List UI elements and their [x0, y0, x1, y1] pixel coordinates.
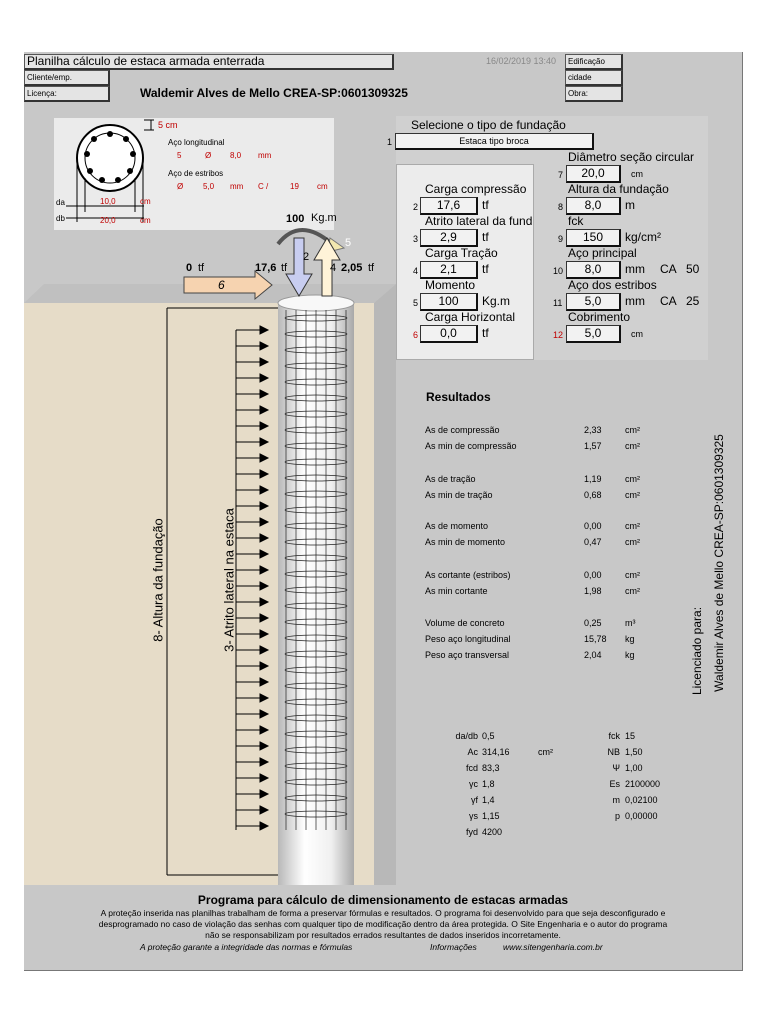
input-unit-6: tf: [482, 326, 489, 340]
input-number-3: 3: [413, 234, 419, 244]
param-value: 2100000: [625, 779, 661, 789]
input-number-11: 11: [553, 298, 563, 308]
result-unit: kg: [625, 650, 635, 660]
result-value: 1,98: [584, 586, 602, 596]
param-label: fck: [608, 731, 620, 741]
altura-vertical-label: 8- Altura da fundação: [150, 518, 166, 642]
moment-unit: Kg.m: [311, 212, 337, 224]
result-unit: cm²: [625, 537, 640, 547]
result-unit: cm²: [625, 441, 640, 451]
param-label: γc: [469, 779, 478, 789]
param-value: 83,3: [482, 763, 500, 773]
input-label-11: Aço dos estribos: [568, 278, 657, 292]
input-number-2: 2: [413, 202, 419, 212]
traction-load: 2,05: [341, 262, 363, 274]
results-title: Resultados: [426, 390, 491, 404]
footer-line-2: desprogramado no caso de violação das senhas com qualquer tipo de modificação dentro da área protegida. O Site Engenharia e o autor do programa: [98, 919, 668, 929]
estribo-phi: Ø: [177, 182, 184, 191]
input-field-2[interactable]: 17,6: [420, 197, 478, 215]
result-label: As min de tração: [425, 490, 493, 500]
input-label-8: Altura da fundação: [568, 182, 669, 196]
footer-line-1: A proteção inserida nas planilhas trabalham de forma a preservar fórmulas e resultados. O programa foi desenvolvido para que seja desconfigurado e: [100, 908, 666, 918]
result-label: As de compressão: [425, 425, 500, 435]
result-label: As cortante (estribos): [425, 570, 511, 580]
licensed-label: Licenciado para:: [690, 606, 704, 696]
param-label: da/db: [455, 731, 478, 741]
result-label: As min de compressão: [425, 441, 517, 451]
input-label-6: Carga Horizontal: [425, 310, 516, 324]
aco-long-label: Aço longitudinal: [168, 138, 225, 147]
result-label: Peso aço longitudinal: [425, 634, 511, 644]
footer-line-3: não se responsabilizam por resultados errados resultantes de dados inseridos incorretamente.: [205, 930, 561, 940]
input-field-9[interactable]: 150: [566, 229, 621, 247]
input-label-12: Cobrimento: [568, 310, 631, 324]
input-unit-4: tf: [482, 262, 489, 276]
result-value: 0,00: [584, 521, 602, 531]
input-field-10[interactable]: 8,0: [566, 261, 621, 279]
param-label: NB: [607, 747, 620, 757]
cliente-label: Cliente/emp.: [24, 70, 110, 86]
input-number-9: 9: [558, 234, 564, 244]
obra-label: Obra:: [565, 86, 623, 102]
param-label: γf: [470, 795, 478, 805]
aco-long-phi: Ø: [205, 151, 212, 160]
param-value: 0,5: [482, 731, 495, 741]
estribo-spacing-unit: cm: [317, 182, 328, 191]
result-unit: cm²: [625, 490, 640, 500]
informacoes-link[interactable]: Informações: [430, 942, 477, 952]
arrow-5-label: 5: [345, 237, 352, 249]
result-unit: cm²: [625, 474, 640, 484]
input-field-3[interactable]: 2,9: [420, 229, 478, 247]
aco-long-count: 5: [177, 151, 182, 160]
compression-load-unit: tf: [281, 262, 288, 274]
result-label: As min cortante: [425, 586, 488, 596]
edificacao-field[interactable]: [623, 54, 741, 70]
result-label: Peso aço transversal: [425, 650, 510, 660]
result-unit: m³: [625, 618, 636, 628]
moment-value: 100: [286, 213, 305, 225]
result-label: Volume de concreto: [425, 618, 505, 628]
footer-title: Programa para cálculo de dimensionamento de estacas armadas: [197, 893, 569, 907]
result-label: As de tração: [425, 474, 476, 484]
aco-long-unit: mm: [258, 151, 272, 160]
input-label-5: Momento: [425, 278, 476, 292]
da-unit: cm: [140, 197, 151, 206]
db-label: db: [56, 214, 65, 223]
estribos-label: Aço de estribos: [168, 169, 224, 178]
input-extra-11: CA 25: [660, 294, 700, 308]
param-label: p: [614, 811, 620, 821]
cover-label: 5 cm: [158, 120, 178, 130]
input-number-10: 10: [553, 266, 564, 276]
result-value: 0,00: [584, 570, 602, 580]
horizontal-load: 0: [186, 262, 193, 274]
owner-name: Waldemir Alves de Mello CREA-SP:0601309325: [140, 86, 408, 100]
estribo-c: C /: [258, 182, 269, 191]
param-label: γs: [469, 811, 478, 821]
input-label-9: fck: [568, 214, 584, 228]
input-extra-10: CA 50: [660, 262, 700, 276]
input-label-7: Diâmetro seção circular: [568, 150, 695, 164]
input-number-4: 4: [413, 266, 419, 276]
input-label-3: Atrito lateral da fund: [425, 214, 533, 228]
param-label: fyd: [465, 827, 478, 837]
input-label-4: Carga Tração: [425, 246, 498, 260]
da-label: da: [56, 198, 65, 207]
licenca-label: Licença:: [24, 86, 110, 102]
param-value: 1,8: [482, 779, 495, 789]
input-number-8: 8: [558, 202, 564, 212]
param-value: 0,02100: [625, 795, 658, 805]
website-link[interactable]: www.sitengenharia.com.br: [503, 942, 603, 952]
input-unit-9: kg/cm²: [625, 230, 661, 244]
result-value: 0,47: [584, 537, 602, 547]
licensed-name: Waldemir Alves de Mello CREA-SP:0601309325: [712, 434, 726, 692]
estribo-unit: mm: [230, 182, 244, 191]
arrow-4-label: 4: [330, 262, 337, 274]
input-unit-10: mm: [625, 262, 645, 276]
input-field-12[interactable]: 5,0: [566, 325, 621, 343]
result-value: 0,25: [584, 618, 602, 628]
da-value: 10,0: [100, 197, 116, 206]
param-unit: cm²: [538, 747, 553, 757]
aco-long-diameter: 8,0: [230, 151, 242, 160]
cidade-label: cidade: [565, 70, 623, 86]
atrito-vertical-label: 3- Atrito lateral na estaca: [221, 508, 237, 652]
input-unit-8: m: [625, 198, 635, 212]
param-value: 1,15: [482, 811, 500, 821]
tipo-number: 1: [387, 137, 393, 147]
input-label-2: Carga compressão: [425, 182, 527, 196]
foundation-type-select[interactable]: Estaca tipo broca: [395, 133, 594, 150]
param-value: 4200: [482, 827, 503, 837]
arrow-6-label: 6: [218, 278, 225, 292]
input-unit-11: mm: [625, 294, 645, 308]
input-unit-12: cm: [631, 329, 643, 339]
param-value: 0,00000: [625, 811, 658, 821]
input-field-7[interactable]: 20,0: [566, 165, 621, 183]
db-unit: cm: [140, 216, 151, 225]
input-unit-7: cm: [631, 169, 643, 179]
input-number-12: 12: [553, 330, 564, 340]
result-unit: cm²: [625, 586, 640, 596]
estribo-diameter: 5,0: [203, 182, 215, 191]
db-value: 20,0: [100, 216, 116, 225]
result-unit: cm²: [625, 521, 640, 531]
input-field-8[interactable]: 8,0: [566, 197, 621, 215]
param-label: m: [612, 795, 620, 805]
result-label: As de momento: [425, 521, 489, 531]
input-field-6[interactable]: 0,0: [420, 325, 478, 343]
result-unit: cm²: [625, 425, 640, 435]
arrow-2-label: 2: [303, 251, 310, 263]
estribo-spacing: 19: [290, 182, 299, 191]
sheet-title: Planilha cálculo de estaca armada enterrada: [24, 54, 394, 70]
result-unit: cm²: [625, 570, 640, 580]
param-value: 1,4: [482, 795, 495, 805]
result-label: As min de momento: [425, 537, 506, 547]
input-field-11[interactable]: 5,0: [566, 293, 621, 311]
param-label: Es: [609, 779, 620, 789]
param-label: Ψ: [612, 763, 620, 773]
result-value: 15,78: [584, 634, 607, 644]
horizontal-load-unit: tf: [198, 262, 205, 274]
input-number-7: 7: [558, 170, 564, 180]
param-value: 15: [625, 731, 636, 741]
param-label: Ac: [467, 747, 478, 757]
input-unit-5: Kg.m: [482, 294, 511, 308]
result-value: 1,19: [584, 474, 602, 484]
tipo-title: Selecione o tipo de fundação: [411, 118, 566, 132]
result-value: 1,57: [584, 441, 602, 451]
param-value: 1,00: [625, 763, 643, 773]
pile-illustration: [24, 200, 396, 885]
footer-line-4: A proteção garante a integridade das normas e fórmulas: [140, 942, 353, 952]
input-unit-3: tf: [482, 230, 489, 244]
input-number-6: 6: [413, 330, 419, 340]
input-number-5: 5: [413, 298, 419, 308]
traction-load-unit: tf: [368, 262, 375, 274]
input-field-5[interactable]: 100: [420, 293, 478, 311]
param-value: 314,16: [482, 747, 510, 757]
result-unit: kg: [625, 634, 635, 644]
input-label-10: Aço principal: [568, 246, 637, 260]
result-value: 0,68: [584, 490, 602, 500]
input-unit-2: tf: [482, 198, 489, 212]
compression-load: 17,6: [255, 262, 277, 274]
date-stamp: 16/02/2019 13:40: [486, 56, 557, 66]
edificacao-label: Edificação: [565, 54, 623, 70]
result-value: 2,33: [584, 425, 602, 435]
param-label: fcd: [465, 763, 478, 773]
input-field-4[interactable]: 2,1: [420, 261, 478, 279]
result-value: 2,04: [584, 650, 602, 660]
param-value: 1,50: [625, 747, 643, 757]
